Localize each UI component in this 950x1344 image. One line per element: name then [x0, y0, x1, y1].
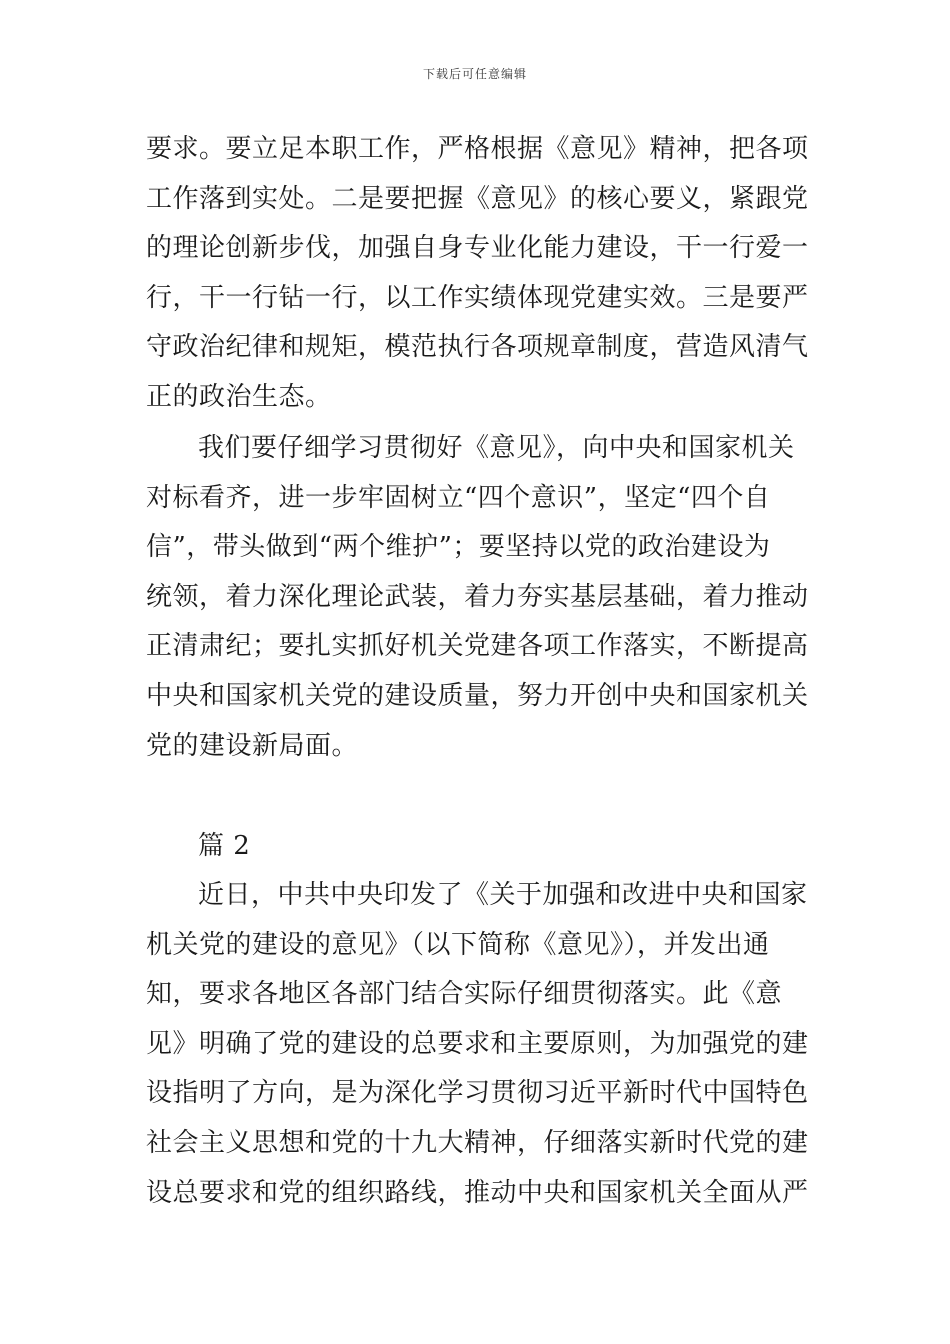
text-line: 行，干一行钻一行，以工作实绩体现党建实效。三是要严	[146, 282, 809, 313]
text-line: 信”，带头做到“两个维护”；要坚持以党的政治建设为	[146, 532, 771, 563]
text-line: 要求。要立足本职工作，严格根据《意见》精神，把各项	[146, 134, 809, 164]
text-line: 守政治纪律和规矩，模范执行各项规章制度，营造风清气	[146, 332, 809, 363]
text-line: 工作落到实处。二是要把握《意见》的核心要义，紧跟党	[146, 183, 809, 214]
page-header: 下载后可任意编辑	[422, 67, 527, 81]
text-line: 设总要求和党的组织路线，推动中央和国家机关全面从严	[146, 1177, 809, 1208]
text-line: 对标看齐，进一步牢固树立“四个意识”，坚定“四个自	[146, 482, 771, 513]
text-line: 党的建设新局面。	[146, 730, 359, 761]
paragraph-intro	[146, 871, 826, 1218]
text-line: 近日，中共中央印发了《关于加强和改进中央和国家	[198, 880, 808, 910]
text-line: 社会主义思想和党的十九大精神，仔细落实新时代党的建	[146, 1127, 809, 1158]
paragraph-continuation	[146, 125, 826, 423]
text-line: 正的政治生态。	[146, 381, 332, 412]
text-line: 设指明了方向，是为深化学习贯彻习近平新时代中国特色	[146, 1078, 809, 1109]
text-line: 机关党的建设的意见》（以下简称《意见》），并发出通	[146, 929, 770, 960]
text-line: 的理论创新步伐，加强自身专业化能力建设，干一行爱一	[146, 233, 809, 264]
text-line: 统领，着力深化理论武装，着力夯实基层基础，着力推动	[146, 581, 809, 612]
text-line: 知，要求各地区各部门结合实际仔细贯彻落实。此《意	[146, 979, 783, 1010]
text-line: 我们要仔细学习贯彻好《意见》，向中央和国家机关	[198, 433, 795, 463]
section-heading-block	[146, 822, 826, 872]
section-heading: 篇 2	[198, 831, 251, 861]
text-line: 中央和国家机关党的建设质量，努力开创中央和国家机关	[146, 680, 809, 711]
text-line: 见》明确了党的建设的总要求和主要原则，为加强党的建	[146, 1028, 809, 1059]
text-line: 正清肃纪；要扎实抓好机关党建各项工作落实，不断提高	[146, 631, 809, 662]
paragraph-study	[146, 424, 826, 771]
